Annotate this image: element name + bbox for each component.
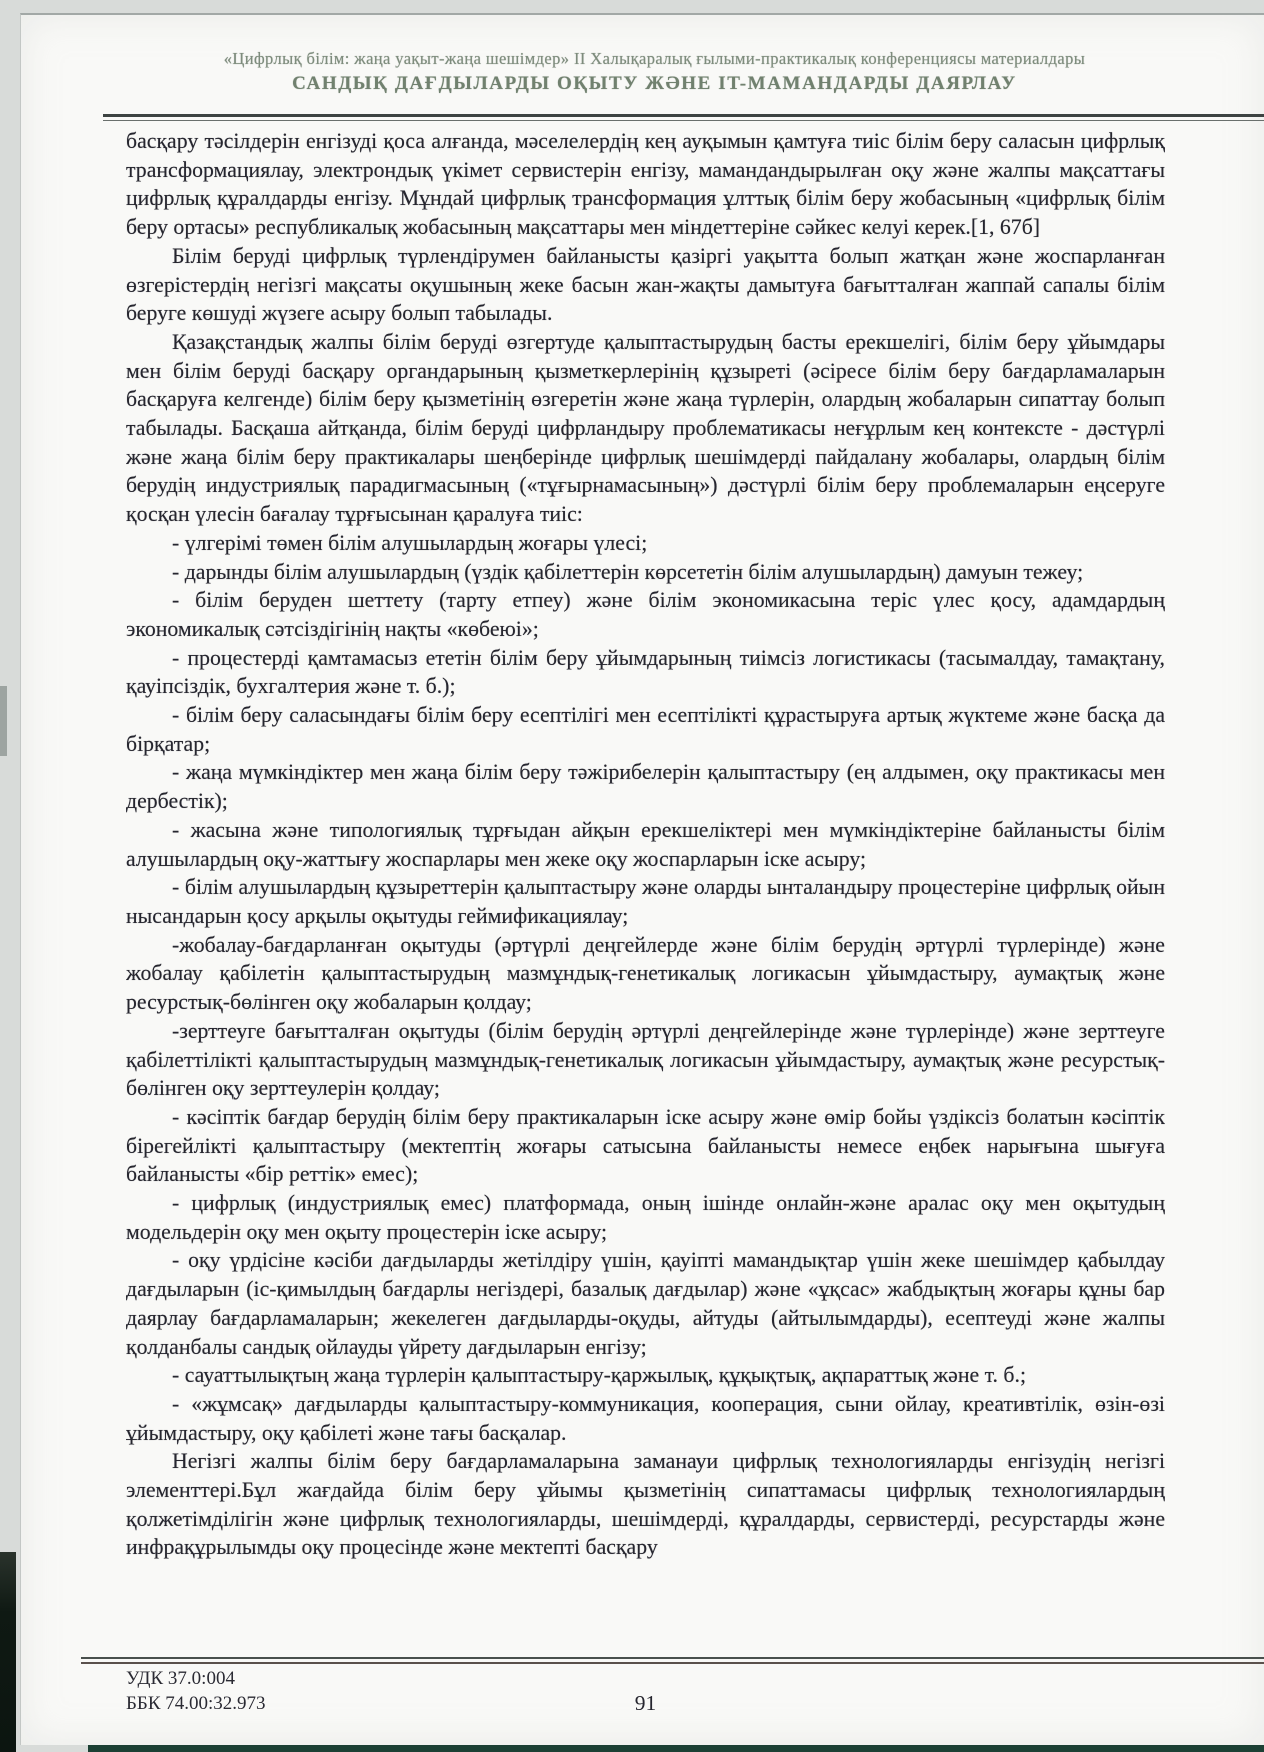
page-sheet (20, 13, 1264, 1745)
paragraph-continuation: басқару тәсілдерін енгізуді қоса алғанда, мәселелердің кең ауқымын қамтуға тиіс білім беру саласын цифрлық трансформациялау, электрондық үкімет сервистерін енгізу, мамандандырылған оқу және жалпы мақсаттағы цифрлық құралдарды енгізу. Мұндай цифрлық трансформация ұлттық білім беру жобасының «цифрлық білім беру ортасы» республикалық жобасының мақсаттары мен міндеттеріне сәйкес келуі керек.[1, 67б] (126, 129, 1165, 240)
body-text (126, 127, 1165, 1653)
list-item: - процестерді қамтамасыз ететін білім беру ұйымдарының тиімсіз логистикасы (тасымалдау, тамақтану, қауіпсіздік, бухгалтерия және т. б.); (126, 645, 1165, 699)
conference-title: «Цифрлық білім: жаңа уақыт-жаңа шешімдер» II Халықаралық ғылыми-практикалық конференциясы материалдары (223, 49, 1086, 68)
section-title: САНДЫҚ ДАҒДЫЛАРДЫ ОҚЫТУ ЖӘНЕ IT-МАМАНДАРДЫ ДАЯРЛАУ (292, 73, 1017, 94)
list-item: - «жұмсақ» дағдыларды қалыптастыру-коммуникация, кооперация, сыни ойлау, креативтілік, өзін-өзі ұйымдастыру, оқу қабілеті және тағы басқалар. (126, 1391, 1165, 1445)
list-item: -жобалау-бағдарланған оқытуды (әртүрлі деңгейлерде және білім берудің әртүрлі түрлерінде) және жобалау қабілетін қалыптастырудың мазмұндық-генетикалық логикасын ұйымдастыру, аумақтық және ресурстық-бөлінген оқу жобаларын қолдау; (126, 932, 1165, 1015)
header-rule (103, 114, 1264, 121)
list-item: - цифрлық (индустриялық емес) платформада, оның ішінде онлайн-және аралас оқу мен оқытудың модельдерін оқу мен оқыту процестерін іске асыру; (126, 1191, 1165, 1244)
paragraph: Білім беруді цифрлық түрлендірумен байланысты қазіргі уақытта болып жатқан және жоспарланған өзгерістердің негізгі мақсаты оқушының жеке басын жан-жақты дамытуға бағытталған жаппай сапалы білім беруге көшуді жүзеге асыру болып табылады. (126, 243, 1165, 326)
list-item: - сауаттылықтың жаңа түрлерін қалыптастыру-қаржылық, құқықтық, ақпараттық және т. б.; (172, 1363, 1027, 1388)
footer-rule (81, 1657, 1264, 1664)
scan-edge-bottom (88, 1745, 1264, 1752)
udc-code: УДК 37.0:004 (126, 1668, 235, 1689)
list-item: - жаңа мүмкіндіктер мен жаңа білім беру тәжірибелерін қалыптастыру (ең алдымен, оқу практикасы мен дербестік); (126, 760, 1165, 814)
list-item: - жасына және типологиялық тұрғыдан айқын ерекшеліктері мен мүмкіндіктеріне байланысты білім алушылардың оқу-жаттығу жоспарлары мен жеке оқу жоспарларын іске асыру; (126, 817, 1165, 871)
page-number: 91 (634, 1691, 657, 1715)
list-item: - дарынды білім алушылардың (үздік қабілеттерін көрсететін білім алушылардың) дамуын тежеу; (172, 559, 1084, 584)
scan-artifact (0, 686, 7, 756)
paragraph: Негізгі жалпы білім беру бағдарламаларына заманауи цифрлық технологияларды енгізудің негізгі элементтері.Бұл жағдайда білім беру ұйымы қызметінің сипаттамасы цифрлық технологиялардың қолжетімділігін және цифрлық технологияларды, шешімдерді, құралдарды, сервистерді, ресурстарды және инфрақұрылымды оқу процесінде және мектепті басқару (126, 1449, 1165, 1560)
list-item: - үлгерімі төмен білім алушылардың жоғары үлесі; (172, 530, 648, 555)
list-item: -зерттеуге бағытталған оқытуды (білім берудің әртүрлі деңгейлерінде және түрлерінде) және зерттеуге қабілеттілікті қалыптастырудың мазмұндық-генетикалық логикасын ұйымдастыру, аумақтық және ресурстық-бөлінген оқу зерттеулерін қолдау; (126, 1018, 1165, 1101)
list-item: - кәсіптік бағдар берудің білім беру практикаларын іске асыру және өмір бойы үздіксіз болатын кәсіптік бірегейлікті қалыптастыру (мектептің жоғары сатысына байланысты немесе еңбек нарығына шығуға байланысты «бір реттік» емес); (126, 1104, 1165, 1187)
paragraph: Қазақстандық жалпы білім беруді өзгертуде қалыптастырудың басты ерекшелігі, білім беру ұйымдары мен білім беруді басқару органдарының қызметкерлерінің құзыреті (әсіресе білім беру бағдарламаларын басқаруға келгенде) білім беру қызметінің өзгеретін және жаңа түрлерін, олардың жобаларын сипаттау болып табылады. Басқаша айтқанда, білім беруді цифрландыру проблематикасы неғұрлым кең контексте - дәстүрлі және жаңа білім беру практикалары шеңберінде цифрлық шешімдерді пайдалану жобалары, олардың білім берудің индустриялық парадигмасының («тұғырнамасының») дәстүрлі білім беру проблемаларын еңсеруге қосқан үлесін бағалау тұрғысынан қаралуға тиіс: (126, 329, 1165, 527)
list-item: - білім беру саласындағы білім беру есептілігі мен есептілікті құрастыруға артық жүктеме және басқа да бірқатар; (126, 703, 1165, 756)
list-item: - оқу үрдісіне кәсіби дағдыларды жетілдіру үшін, қауіпті мамандықтар үшін жеке шешімдер қабылдау дағдыларын (іс-қимылдың бағдарлы негіздері, базалық дағдылар) және «ұқсас» жабдықтың жоғары құны бар даярлау бағдарламаларын; жекелеген дағдыларды-оқуды, айтуды (айтылымдарды), есептеуді және жалпы қолданбалы сандық ойлауды үйрету дағдыларын енгізу; (126, 1248, 1165, 1359)
list-item: - білім беруден шеттету (тарту етпеу) және білім экономикасына теріс үлес қосу, адамдардың экономикалық сәтсіздігінің нақты «көбеюі»; (126, 588, 1165, 641)
bbk-code: ББК 74.00:32.973 (126, 1693, 266, 1714)
page-header (105, 49, 1204, 95)
list-item: - білім алушылардың құзыреттерін қалыптастыру және оларды ынталандыру процестеріне цифрлық ойын нысандарын қосу арқылы оқытуды геймификациялау; (126, 875, 1165, 928)
scan-edge-left (0, 1552, 16, 1752)
